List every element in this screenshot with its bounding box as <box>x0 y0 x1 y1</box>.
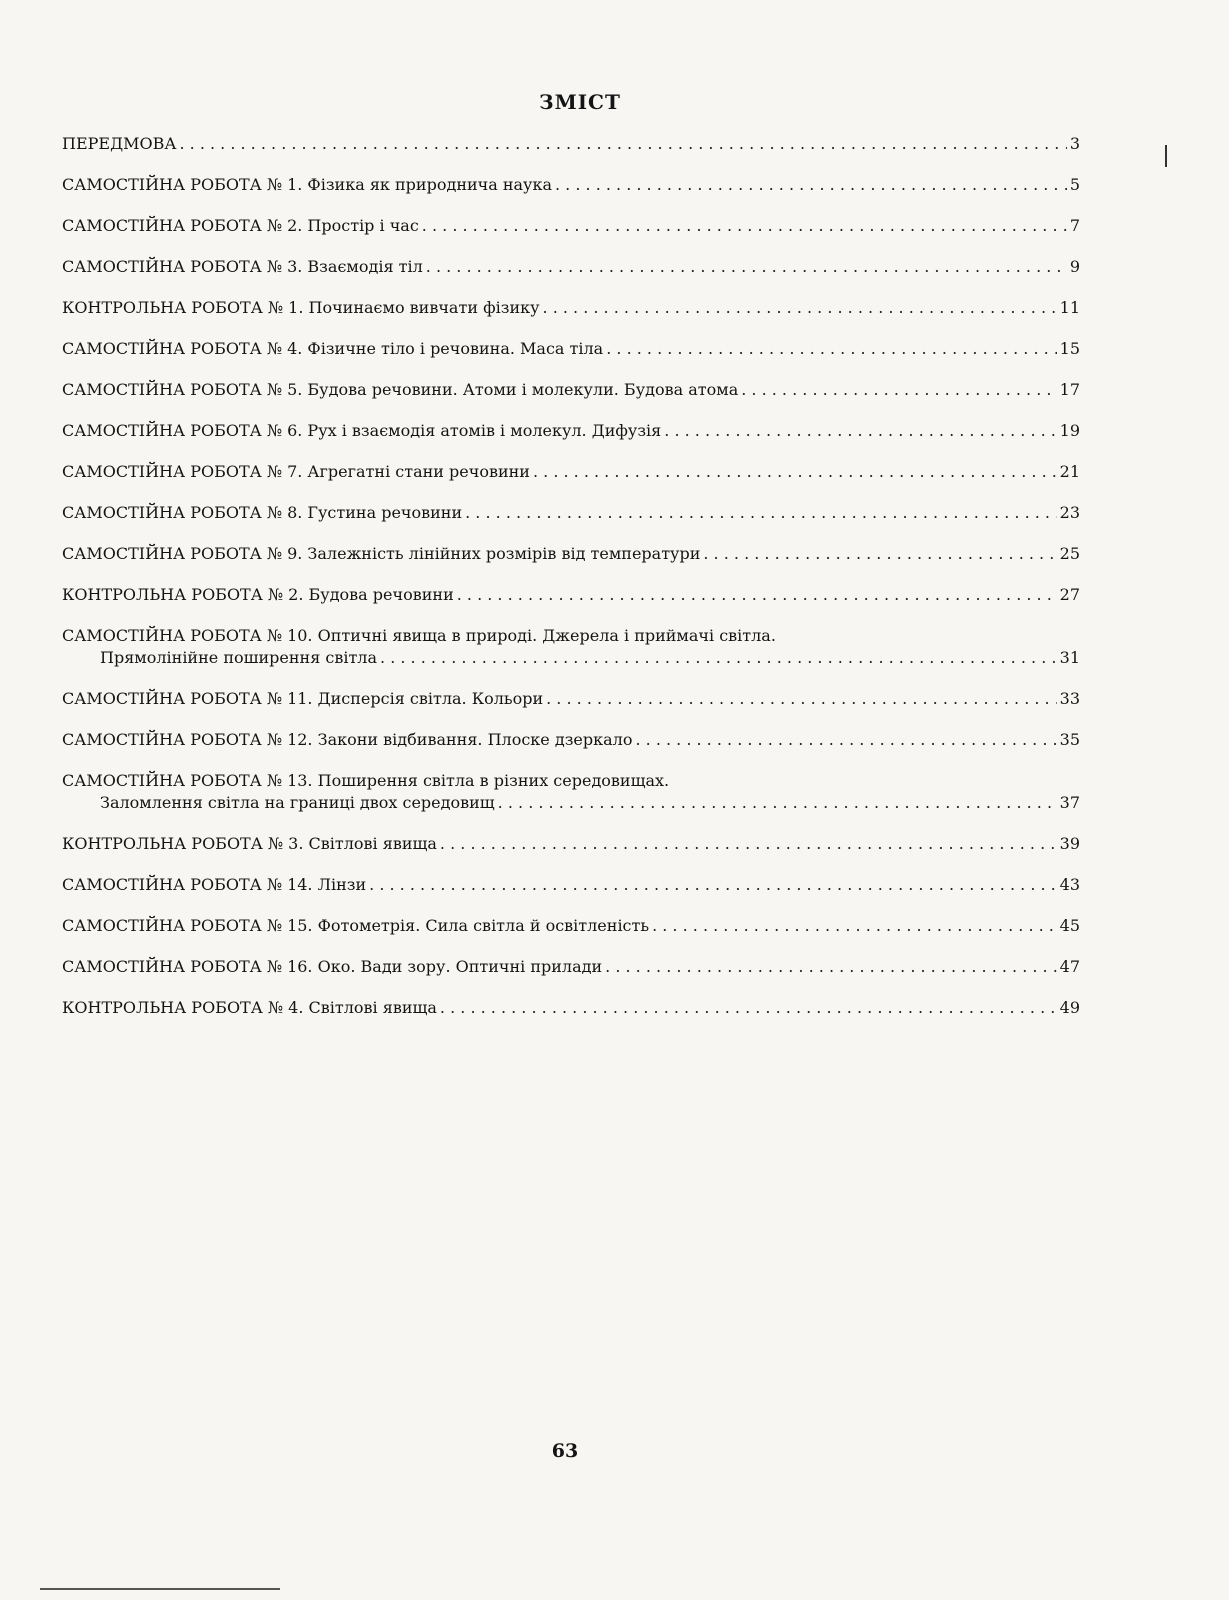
toc-entry-title: Будова речовини <box>308 585 454 604</box>
toc-page-number: 7 <box>1069 216 1080 235</box>
toc-entry-title-continued: Прямолінійне поширення світла <box>100 648 378 667</box>
dot-leader <box>465 502 1057 524</box>
toc-entry-head: ПЕРЕДМОВА <box>62 134 177 153</box>
toc-entry-title: Лінзи <box>317 875 367 894</box>
toc-entry <box>62 256 1080 278</box>
toc-entry <box>62 874 1080 896</box>
toc-entry-title: Починаємо вивчати фізику <box>308 298 540 317</box>
toc-entry-title: Око. Вади зору. Оптичні прилади <box>317 957 603 976</box>
toc-entry-head: КОНТРОЛЬНА РОБОТА № 1. <box>62 298 304 317</box>
toc-entry-title: Світлові явища <box>308 834 437 853</box>
toc-entry-head: САМОСТІЙНА РОБОТА № 4. <box>62 339 303 358</box>
dot-leader <box>440 997 1057 1019</box>
toc-entry <box>62 420 1080 442</box>
toc-page-number: 23 <box>1059 503 1080 522</box>
dot-leader <box>380 647 1057 669</box>
dot-leader <box>546 688 1057 710</box>
toc-entry-head: КОНТРОЛЬНА РОБОТА № 4. <box>62 998 304 1017</box>
dot-leader <box>703 543 1056 565</box>
toc-entry-title: Взаємодія тіл <box>307 257 423 276</box>
toc-entry-title: Рух і взаємодія атомів і молекул. Дифузія <box>307 421 662 440</box>
dot-leader <box>543 297 1057 319</box>
toc-entry-head: САМОСТІЙНА РОБОТА № 3. <box>62 257 303 276</box>
toc-page-number: 3 <box>1069 134 1080 153</box>
dot-leader <box>606 338 1056 360</box>
toc-entry-head: КОНТРОЛЬНА РОБОТА № 2. <box>62 585 304 604</box>
toc-entry <box>62 338 1080 360</box>
toc-entry-head: САМОСТІЙНА РОБОТА № 14. <box>62 875 313 894</box>
toc-page-number: 25 <box>1059 544 1080 563</box>
toc-entry-head: САМОСТІЙНА РОБОТА № 7. <box>62 462 303 481</box>
dot-leader <box>369 874 1057 896</box>
toc-entry <box>62 543 1080 565</box>
toc-page-number: 49 <box>1059 998 1080 1017</box>
toc-page-number: 19 <box>1059 421 1080 440</box>
toc-entry-title: Світлові явища <box>308 998 437 1017</box>
toc-entry-title: Фізичне тіло і речовина. Маса тіла <box>307 339 604 358</box>
toc-entry-title: Залежність лінійних розмірів від температури <box>307 544 701 563</box>
toc-page-number: 21 <box>1059 462 1080 481</box>
dot-leader <box>498 792 1057 814</box>
toc-entry-title: Оптичні явища в природі. Джерела і приймачі світла. <box>317 626 776 645</box>
toc-entry-title: Будова речовини. Атоми і молекули. Будова атома <box>307 380 739 399</box>
toc-entry-head: САМОСТІЙНА РОБОТА № 12. <box>62 730 313 749</box>
dot-leader <box>422 215 1067 237</box>
toc-entry-title: Закони відбивання. Плоске дзеркало <box>317 730 633 749</box>
toc-entry-head: САМОСТІЙНА РОБОТА № 6. <box>62 421 303 440</box>
toc-entry-title: Дисперсія світла. Кольори <box>317 689 544 708</box>
toc-page-number: 5 <box>1069 175 1080 194</box>
toc-entry-head: САМОСТІЙНА РОБОТА № 15. <box>62 916 313 935</box>
toc-entry-head: САМОСТІЙНА РОБОТА № 8. <box>62 503 303 522</box>
dot-leader <box>533 461 1057 483</box>
toc-entry <box>62 770 1080 814</box>
toc-page-number: 15 <box>1059 339 1080 358</box>
toc-page-number: 35 <box>1059 730 1080 749</box>
toc-entry <box>62 379 1080 401</box>
toc-entry-head: САМОСТІЙНА РОБОТА № 9. <box>62 544 303 563</box>
toc-entry <box>62 833 1080 855</box>
toc-entry-title: Простір і час <box>307 216 419 235</box>
dot-leader <box>179 133 1066 155</box>
toc-entry-title: Фізика як природнича наука <box>307 175 552 194</box>
dot-leader <box>426 256 1067 278</box>
dot-leader <box>605 956 1056 978</box>
toc-entry <box>62 956 1080 978</box>
scan-mark <box>1165 145 1167 167</box>
toc-entry-title: Агрегатні стани речовини <box>307 462 530 481</box>
toc-entry-head: САМОСТІЙНА РОБОТА № 1. <box>62 175 303 194</box>
toc-page-number: 37 <box>1059 793 1080 812</box>
toc-page-number: 27 <box>1059 585 1080 604</box>
toc-page-number: 47 <box>1059 957 1080 976</box>
toc-entry <box>62 502 1080 524</box>
toc-entry <box>62 461 1080 483</box>
toc-entry <box>62 584 1080 606</box>
dot-leader <box>555 174 1067 196</box>
toc-entry-title: Фотометрія. Сила світла й освітленість <box>317 916 650 935</box>
toc-entry <box>62 997 1080 1019</box>
toc-entry <box>62 174 1080 196</box>
toc-entry-head: САМОСТІЙНА РОБОТА № 10. <box>62 626 313 645</box>
toc-entry <box>62 215 1080 237</box>
toc-page-number: 9 <box>1069 257 1080 276</box>
toc-page-number: 17 <box>1059 380 1080 399</box>
toc-page-number: 39 <box>1059 834 1080 853</box>
scan-line <box>40 1588 280 1590</box>
dot-leader <box>652 915 1057 937</box>
toc-entry-title: Поширення світла в різних середовищах. <box>317 771 670 790</box>
toc-page-number: 33 <box>1059 689 1080 708</box>
toc-entry <box>62 688 1080 710</box>
dot-leader <box>635 729 1056 751</box>
toc-entry <box>62 625 1080 669</box>
toc-entry-title: Густина речовини <box>307 503 463 522</box>
toc-entry-head: САМОСТІЙНА РОБОТА № 2. <box>62 216 303 235</box>
dot-leader <box>440 833 1057 855</box>
toc-entry-head: САМОСТІЙНА РОБОТА № 5. <box>62 380 303 399</box>
dot-leader <box>741 379 1056 401</box>
toc-page-number: 31 <box>1059 648 1080 667</box>
toc-page-number: 11 <box>1059 298 1080 317</box>
toc-entry <box>62 297 1080 319</box>
toc-page-number: 45 <box>1059 916 1080 935</box>
page-number: 63 <box>551 1440 579 1462</box>
toc-entry-head: САМОСТІЙНА РОБОТА № 16. <box>62 957 313 976</box>
toc-entry-title-continued: Заломлення світла на границі двох середовищ <box>100 793 495 812</box>
dot-leader <box>664 420 1056 442</box>
toc-entry-head: САМОСТІЙНА РОБОТА № 11. <box>62 689 313 708</box>
page-title: ЗМІСТ <box>539 90 621 114</box>
toc-entry <box>62 915 1080 937</box>
toc-entry <box>62 729 1080 751</box>
toc-page-number: 43 <box>1059 875 1080 894</box>
toc-entry-preface <box>62 133 1080 155</box>
toc-entry-head: КОНТРОЛЬНА РОБОТА № 3. <box>62 834 304 853</box>
table-of-contents <box>62 133 1080 1019</box>
toc-entry-head: САМОСТІЙНА РОБОТА № 13. <box>62 771 313 790</box>
dot-leader <box>457 584 1057 606</box>
